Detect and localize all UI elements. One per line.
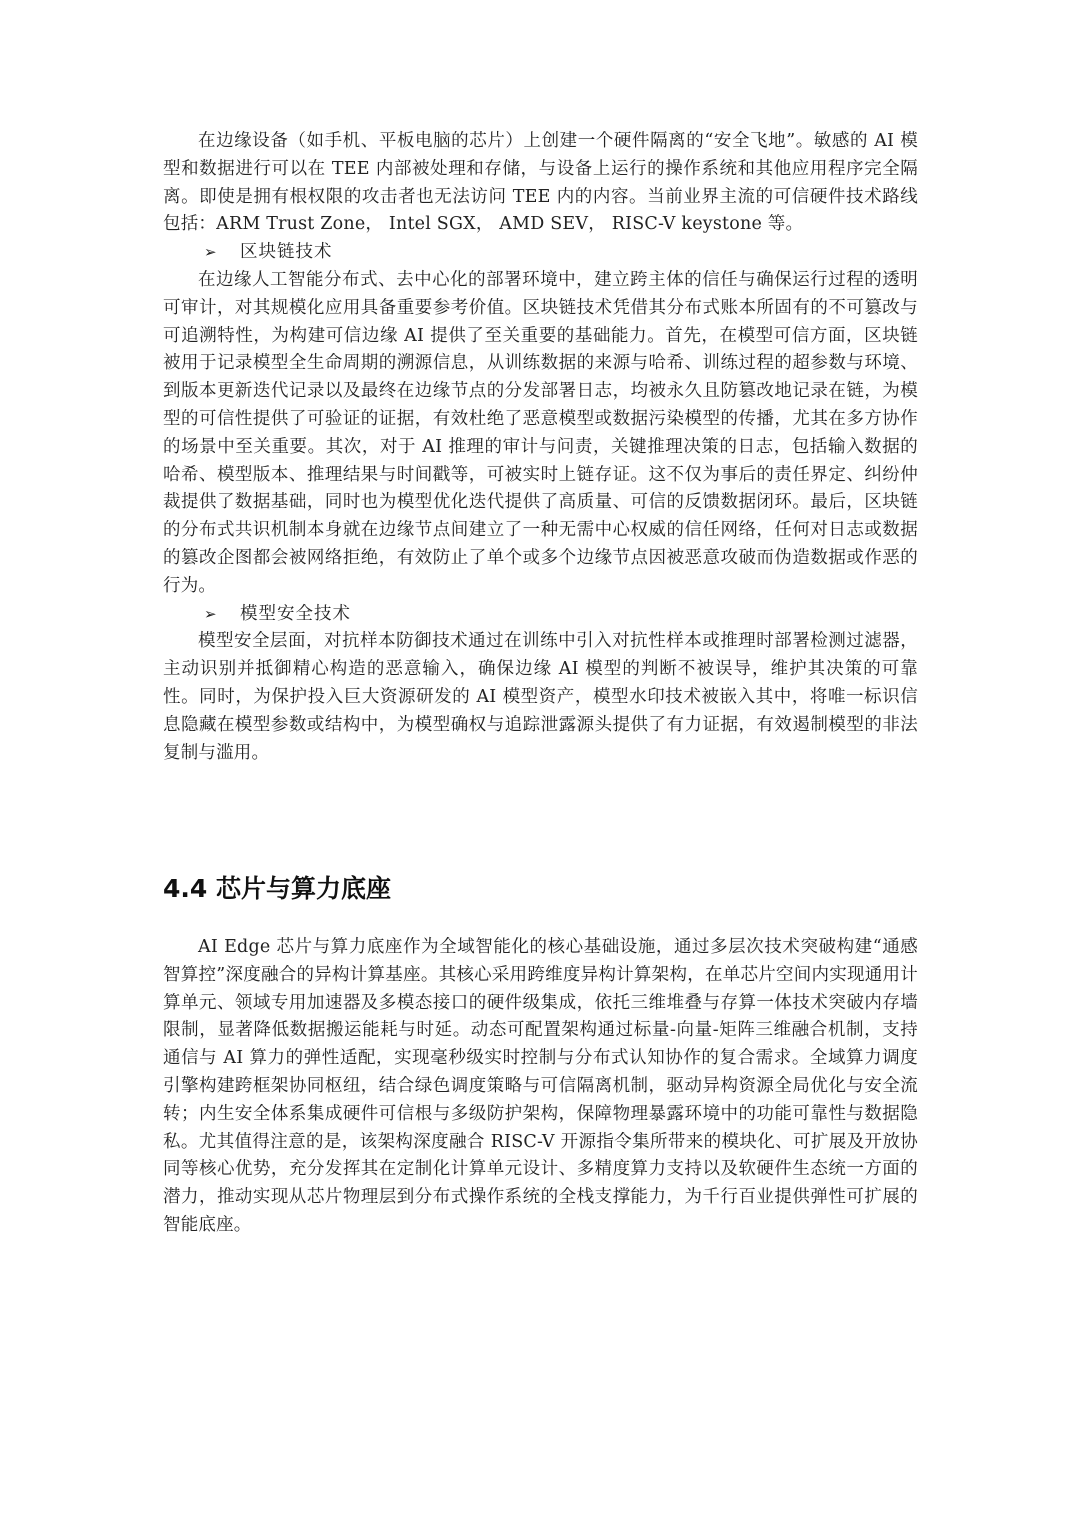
document-body-top [163,128,918,767]
bullet-heading-blockchain [163,239,918,267]
arrow-bullet-icon: ➢ [204,604,217,623]
document-body-chip [163,934,918,1240]
paragraph-model-security: 模型安全层面，对抗样本防御技术通过在训练中引入对抗性样本或推理时部署检测过滤器，主动识别并抵御精心构造的恶意输入，确保边缘 AI 模型的判断不被误导，维护其决策的可靠性。同时，为保护投入巨大资源研发的 AI 模型资产，模型水印技术被嵌入其中，将唯一标识信息隐藏在模型参数或结构中，为模型确权与追踪泄露源头提供了有力证据，有效遏制模型的非法复制与滥用。 [163,631,918,763]
section-title-chip: 4.4 芯片与算力底座 [163,874,391,903]
paragraph-chip: AI Edge 芯片与算力底座作为全域智能化的核心基础设施，通过多层次技术突破构建“通感智算控”深度融合的异构计算基座。其核心采用跨维度异构计算架构，在单芯片空间内实现通用计算单元、领域专用加速器及多模态接口的硬件级集成，依托三维堆叠与存算一体技术突破内存墙限制，显著降低数据搬运能耗与时延。动态可配置架构通过标量-向量-矩阵三维融合机制，支持通信与 AI 算力的弹性适配，实现毫秒级实时控制与分布式认知协作的复合需求。全域算力调度引擎构建跨框架协同枢纽，结合绿色调度策略与可信隔离机制，驱动异构资源全局优化与安全流转；内生安全体系集成硬件可信根与多级防护架构，保障物理暴露环境中的功能可靠性与数据隐私。尤其值得注意的是，该架构深度融合 RISC-V 开源指令集所带来的模块化、可扩展及开放协同等核心优势，充分发挥其在定制化计算单元设计、多精度算力支持以及软硬件生态统一方面的潜力，推动实现从芯片物理层到分布式操作系统的全栈支撑能力，为千行百业提供弹性可扩展的智能底座。 [163,937,918,1235]
bullet-title-model-security: 模型安全技术 [240,603,351,624]
bullet-title-blockchain: 区块链技术 [240,242,333,263]
paragraph-tee-continuation: 在边缘设备（如手机、平板电脑的芯片）上创建一个硬件隔离的“安全飞地”。敏感的 AI 模型和数据进行可以在 TEE 内部被处理和存储，与设备上运行的操作系统和其他应用程序完全隔离。即使是拥有根权限的攻击者也无法访问 TEE 内的内容。当前业界主流的可信硬件技术路线包括：ARM Trust Zone， Intel SGX， AMD SEV， RISC-V keystone 等。 [163,131,918,235]
paragraph-blockchain: 在边缘人工智能分布式、去中心化的部署环境中，建立跨主体的信任与确保运行过程的透明可审计，对其规模化应用具备重要参考价值。区块链技术凭借其分布式账本所固有的不可篡改与可追溯特性，为构建可信边缘 AI 提供了至关重要的基础能力。首先，在模型可信方面，区块链被用于记录模型全生命周期的溯源信息，从训练数据的来源与哈希、训练过程的超参数与环境、到版本更新迭代记录以及最终在边缘节点的分发部署日志，均被永久且防篡改地记录在链，为模型的可信性提供了可验证的证据，有效杜绝了恶意模型或数据污染模型的传播，尤其在多方协作的场景中至关重要。其次，对于 AI 推理的审计与问责，关键推理决策的日志，包括输入数据的哈希、模型版本、推理结果与时间戳等，可被实时上链存证。这不仅为事后的责任界定、纠纷仲裁提供了数据基础，同时也为模型优化迭代提供了高质量、可信的反馈数据闭环。最后，区块链的分布式共识机制本身就在边缘节点间建立了一种无需中心权威的信任网络，任何对日志或数据的篡改企图都会被网络拒绝，有效防止了单个或多个边缘节点因被恶意攻破而伪造数据或作恶的行为。 [163,269,918,596]
arrow-bullet-icon: ➢ [204,243,217,262]
bullet-heading-model-security [163,601,918,629]
